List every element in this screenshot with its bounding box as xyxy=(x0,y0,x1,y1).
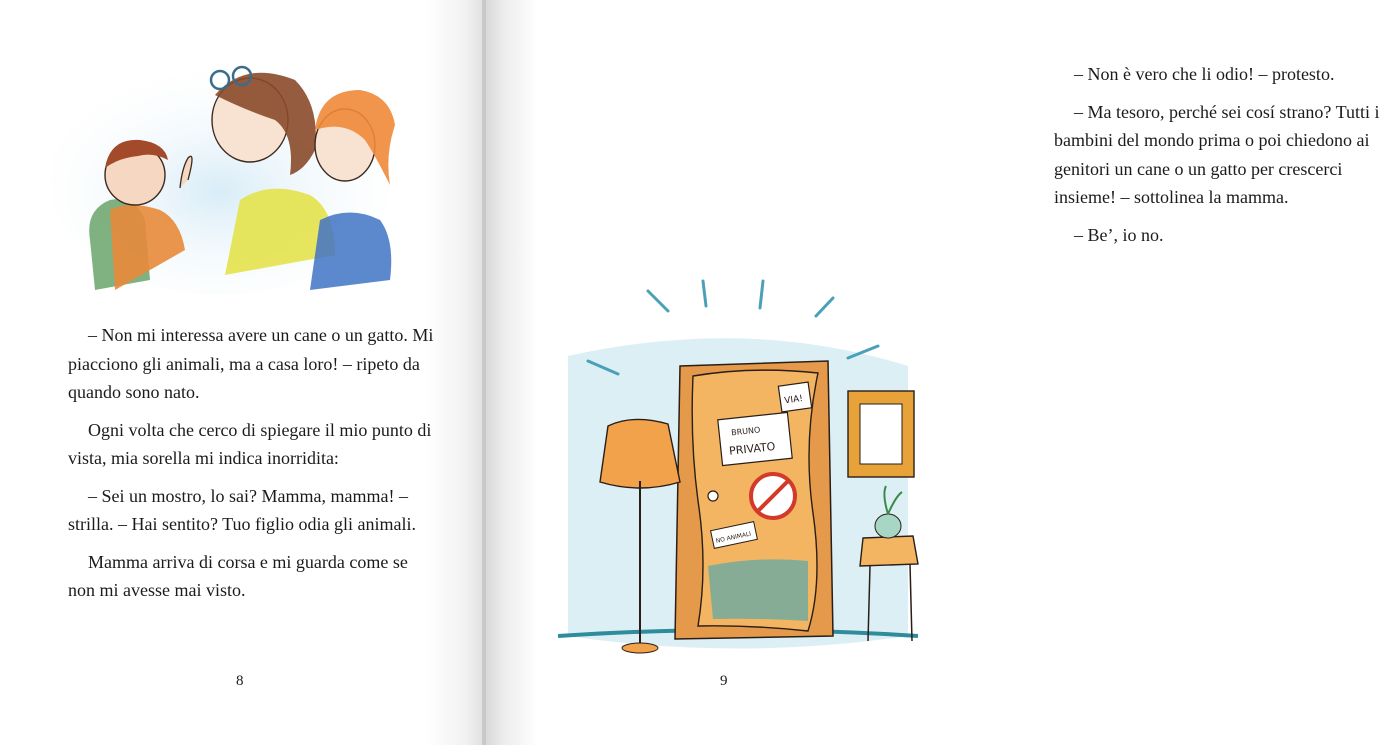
paragraph: Mamma arriva di corsa e mi guarda come se non mi avesse mai visto. xyxy=(68,551,408,600)
page-number: 9 xyxy=(720,673,728,689)
side-table-icon xyxy=(860,536,918,566)
privato-sign xyxy=(718,412,792,465)
paragraph: – Ma tesoro, perché sei cosí strano? Tutti i bambini del mondo prima o poi chiedono ai genitori un cane o un gatto per crescerci insieme! – sottolinea la mamma. xyxy=(1054,101,1380,207)
book-gutter xyxy=(482,0,486,745)
page-number: 8 xyxy=(236,673,244,689)
vase-icon xyxy=(875,514,901,538)
via-sign xyxy=(778,382,811,412)
paragraph: Ogni volta che cerco di spiegare il mio punto di vista, mia sorella mi indica inorridita: xyxy=(68,419,432,468)
paragraph: – Non è vero che li odio! – protesto. xyxy=(1074,64,1335,84)
bruno-sign-text: BRUNO xyxy=(730,425,761,438)
paragraph: – Be’, io no. xyxy=(1074,224,1164,245)
family-illustration xyxy=(70,50,430,300)
right-page xyxy=(484,0,1380,745)
paragraph: – Non mi interessa avere un cane o un gatto. Mi piacciono gli animali, ma a casa loro! – ripeto da quando sono nato. xyxy=(68,325,434,402)
left-page-text xyxy=(68,321,438,614)
privato-sign-text: PRIVATO xyxy=(728,439,776,458)
right-page-text xyxy=(1054,60,1384,258)
door-illustration xyxy=(548,276,928,668)
lamp-icon xyxy=(600,419,680,488)
paragraph: – Sei un mostro, lo sai? Mamma, mamma! – strilla. – Hai sentito? Tuo figlio odia gli animali. xyxy=(68,485,416,534)
no-animali-sign-text: NO ANIMALI xyxy=(715,530,752,545)
left-page xyxy=(0,0,484,745)
via-sign-text: VIA! xyxy=(783,393,804,407)
door-knob-icon xyxy=(708,491,718,501)
